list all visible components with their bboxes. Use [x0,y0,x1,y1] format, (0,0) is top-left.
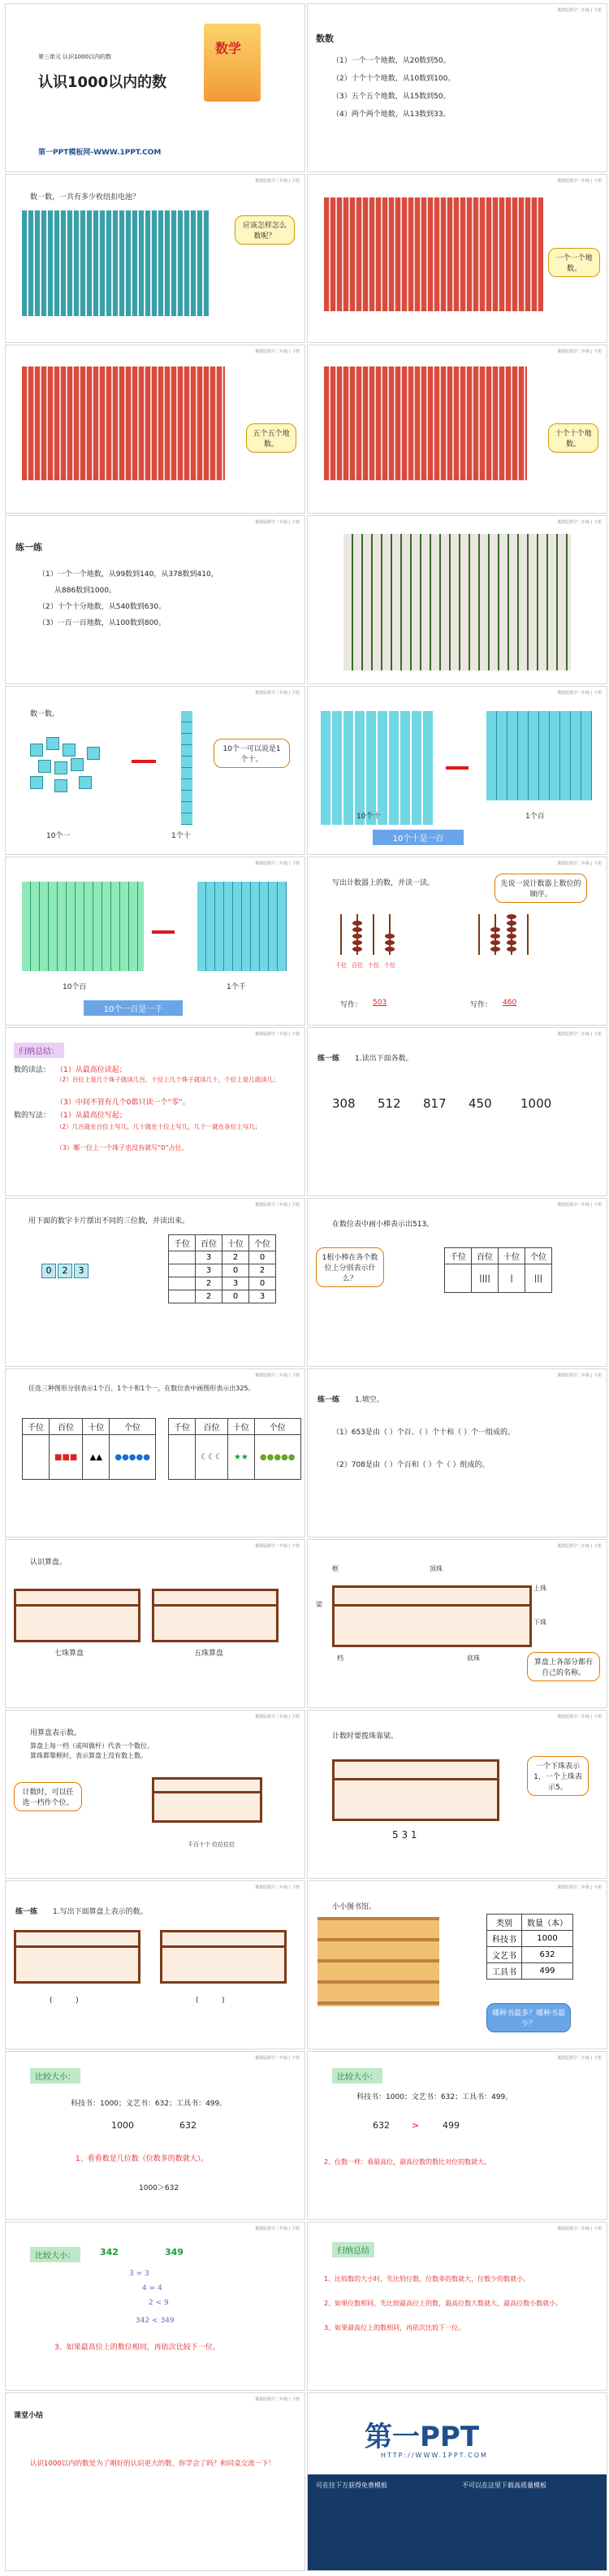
practice-heading: 练一练 [15,542,42,553]
label-upper-bead: 上珠 [533,1585,546,1592]
practice-abacus-2 [160,1930,287,1984]
end-right-title: 不可以在这里下载高质量模板 [462,2482,546,2489]
battery-grid [22,210,209,316]
write-rule-2: （2）几百就在百位上写几，几十就在十位上写几，几个一就在各位上写几； [56,1123,261,1130]
ones-title: 数一数。 [30,710,60,718]
answer-2: 460 [503,999,517,1007]
compare-result: 1000＞632 [139,2184,179,2192]
seven-bead-label: 七珠算盘 [54,1650,84,1658]
class-summary-text: 认识1000以内的数是为了刚好的认识更大的数，你学会了吗？和同桌交流一下！ [30,2460,276,2468]
digit-card[interactable]: 3 [74,1264,89,1278]
battery-grid-red [324,197,543,311]
abacus-digits: 5 3 1 [392,1829,417,1841]
count-line-3: （3）五个五个地数，从15数到50。 [332,93,451,101]
slide-abacus-531[interactable]: 冀教版数学二年级 | 下册 计数时要拨珠靠梁。 5 3 1 一个下珠表示1，一个上珠表示5。 [307,1710,607,1879]
slide-abacus-intro[interactable]: 冀教版数学二年级 | 下册 认识算盘。 七珠算盘 五珠算盘 [5,1539,305,1708]
battery-grid-ten [324,366,527,480]
write-label-2: 写作： [470,1001,493,1009]
library-title: 小小图书馆。 [332,1903,377,1911]
read-rule-2: （2）百位上是几个珠子就读几百，十位上几个珠子就读几十，个位上是几就读几； [56,1076,279,1083]
read-num-3: 817 [423,1096,447,1111]
slide-library[interactable]: 冀教版数学二年级 | 下册 小小图书馆。 类别 数量（本） 科技书 1000 文艺书 632 工具书 499 哪种书最多？哪种书最少？ [307,1880,607,2049]
sticks-bubble: 1根小棒在各个数位上分别表示什么？ [316,1247,384,1287]
hundreds-banner: 10个一百是一千 [84,1000,183,1016]
write-label: 数的写法： [14,1112,51,1120]
slide-cover[interactable] [5,3,305,172]
shapes-table-2: 千位 百位 十位 个位 ☾☾☾ ★★ ●●●●● [168,1418,301,1480]
represent-desc-2: 算珠都靠框时，表示算盘上没有数上数。 [30,1752,147,1759]
slide-compare-summary[interactable]: 冀教版数学二年级 | 下册 归纳总结 1、比较数的大小时，先比较位数，位数多的数就大，位数少的数就小。 2、如果位数相同，先比较最高位上的数，最高位数大数就大，最高位数小数就小。 3、如果最高位上的数相同，再依次比较下一位。 [307,2222,607,2391]
abacus-title: 认识算盘。 [30,1559,67,1567]
count-one-bubble: 一个一个地数。 [548,248,600,277]
label-bottom-bead: 底珠 [467,1654,480,1662]
slide-photo[interactable]: 冀教版数学二年级 | 下册 [307,515,607,684]
compare3-step-3: 2 < 9 [149,2299,169,2307]
slide-read-numbers[interactable]: 冀教版数学二年级 | 下册 练一练 1.读出下面各数。 308 512 817 450 1000 [307,1027,607,1196]
write-label-1: 写作： [340,1001,363,1009]
ones-label: 10个一 [46,832,71,840]
compare-line: 科技书：1000；文艺书：632；工具书：499。 [71,2100,227,2108]
cards-title: 用下面的数字卡片摆出不同的三位数，并读出来。 [28,1217,190,1225]
slide-sticks-513[interactable]: 冀教版数学二年级 | 下册 在数位表中画小棒表示出513。 1根小棒在各个数位上分别表示什么？ 千位 百位 十位 个位 |||| | ||| [307,1198,607,1367]
read-heading: 练一练 [317,1055,340,1063]
slide-summary-rules[interactable]: 冀教版数学二年级 | 下册 归纳总结： 数的读法： （1）从最高位读起； （2）百位上是几个珠子就读几百，十位上几个珠子就读几十，个位上是几就读几； （3）中间不管有几个0都只读一个“零”。 数的写法： （1）从最高位写起； （2）几百就在百位上写几，几十就在十位上写几，几个一就在各位上写几； （3）哪一位上一个珠子也没有就写“0”占位。 [5,1027,305,1196]
practice-line-1: （1）一个一个地数，从99数到140，从378数到410， [38,570,218,579]
sticks-title: 在数位表中画小棒表示出513。 [332,1221,434,1229]
digit-card[interactable]: 2 [58,1264,72,1278]
battery-grid-five [22,366,225,480]
answer-blank-2[interactable]: ( ) [196,1997,225,2005]
abacus-practice-heading: 练一练 [15,1908,38,1916]
ten-rod [181,711,192,825]
represent-desc-1: 算盘上每一档（或叫做杆）代表一个数位。 [30,1742,153,1750]
shapes-title: 任选三种图形分别表示1个百、1个十和1个一，在数位表中画图形表示出325。 [28,1385,255,1392]
five-bead-abacus [152,1589,279,1642]
abacus-practice-title: 1.写出下面算盘上表示的数。 [53,1908,148,1916]
practice-abacus-1 [14,1930,140,1984]
end-logo: 第一PPT [365,2421,480,2453]
read-num-2: 512 [378,1096,401,1111]
slide-tens-to-hundred[interactable]: 冀教版数学二年级 | 下册 10个十 1个百 10个十是一百 [307,686,607,855]
represent-abacus [152,1777,262,1823]
count-line-2: （2）十个十个地数，从10数到100。 [332,75,456,83]
summary2-tag: 归纳总结 [332,2242,374,2257]
slide-compare-high[interactable]: 冀教版数学二年级 | 下册 比较大小： 科技书：1000；文艺书：632；工具书：499。 632 > 499 2、位数一样：看最高位，最高位数的数比对位的数就大。 [307,2051,607,2220]
represent-bubble: 计数时，可以任选一档作个位。 [14,1782,82,1811]
compare3-num-2: 349 [165,2247,184,2257]
read-num-5: 1000 [520,1096,552,1111]
label-beam: 梁 [316,1601,322,1608]
abacus-531-bubble: 一个下珠表示1，一个上珠表示5。 [527,1756,589,1796]
compare-tag: 比较大小： [30,2068,80,2084]
slide-count-ten[interactable]: 冀教版数学二年级 | 下册 十个十个地数。 [307,345,607,514]
exercise-photo [343,534,571,670]
library-bubble: 哪种书最多？哪种书最少？ [486,2003,571,2032]
answer-1: 503 [373,999,387,1007]
label-top-bead: 顶珠 [430,1565,443,1572]
compare2-num-2: 499 [443,2120,460,2131]
bead-move-title: 计数时要拨珠靠梁。 [332,1733,399,1741]
read-label: 数的读法： [14,1066,51,1074]
label-rod: 档 [337,1654,343,1662]
label-frame: 框 [332,1565,339,1572]
tens-label: 10个十 [356,813,381,821]
fill-title: 1.填空。 [355,1396,384,1404]
hundreds-label: 10个百 [63,983,87,991]
write-rule-3: （3）哪一位上一个珠子也没有就写“0”占位。 [56,1144,188,1151]
place-one: 个位 [384,962,395,969]
summary2-item-2: 2、如果位数相同，先比较最高位上的数，最高位数大数就大，最高位数小数就小。 [324,2300,563,2307]
read-num-4: 450 [469,1096,492,1111]
end-footer [308,2474,607,2570]
right-arrow-icon [132,760,156,763]
place-value-table: 千位 百位 十位 个位 3 2 0 3 0 2 2 3 0 2 0 3 [168,1234,276,1303]
slide-abacus-parts[interactable]: 冀教版数学二年级 | 下册 框 顶珠 上珠 梁 下珠 档 底珠 算盘上各部分都有自己的名称。 [307,1539,607,1708]
compare2-num-1: 632 [373,2120,390,2131]
ten-rods [321,711,434,825]
battery-bubble: 应该怎样怎么数呢？ [235,215,295,245]
answer-blank-1[interactable]: ( ) [50,1997,79,2005]
slide-fill-blank[interactable]: 冀教版数学二年级 | 下册 练一练 1.填空。 （1）653是由（ ）个百、（ ）个十和（ ）个一组成的。 （2）708是由（ ）个百和（ ）个（ ）组成的。 [307,1368,607,1537]
abacus-parts-bubble: 算盘上各部分都有自己的名称。 [527,1652,600,1681]
bookshelf-image [317,1917,439,2006]
hundred-flats [22,882,144,971]
ones-bubble: 10个一可以说是1个十。 [214,739,290,768]
compare3-num-1: 342 [100,2247,119,2257]
compare2-gt: > [412,2120,420,2131]
slide-count-rules[interactable]: 冀教版数学二年级 | 下册 数数 （1）一个一个地数，从20数到50。 （2）十个十个地数，从10数到100。 （3）五个五个地数，从15数到50。 （4）两个两个地数，从13数到33。 [307,3,607,172]
compare2-line: 科技书：1000；文艺书：632；工具书：499。 [356,2093,513,2101]
tens-banner: 10个十是一百 [373,830,464,845]
five-bead-label: 五珠算盘 [194,1650,224,1658]
class-summary-heading: 课堂小结 [14,2412,44,2420]
right-arrow-icon [446,766,469,770]
compare3-tag: 比较大小： [30,2247,80,2262]
fill-heading: 练一练 [317,1396,340,1404]
represent-title: 用算盘表示数。 [30,1729,82,1737]
summary2-item-3: 3、如果最高位上的数相同，再依次比较下一位。 [324,2324,465,2331]
slide-digit-cards[interactable]: 冀教版数学二年级 | 下册 用下面的数字卡片摆出不同的三位数，并读出来。 0 2 3 千位 百位 十位 个位 3 2 0 3 0 2 2 3 0 2 0 3 [5,1198,305,1367]
fill-q1: （1）653是由（ ）个百、（ ）个十和（ ）个一组成的。 [332,1429,515,1437]
count-five-bubble: 五个五个地数。 [246,423,296,453]
summary-tag: 归纳总结： [14,1043,64,1058]
slide-battery-count[interactable]: 冀教版数学二年级 | 下册 数一数，一共有多少枚纽扣电池？ 应该怎样怎么数呢？ [5,174,305,343]
counter-title: 写出计数器上的数，并读一读。 [332,879,435,887]
cover-title: 认识1000以内的数 [38,74,167,91]
textbook-cover [204,24,261,102]
read-num-1: 308 [332,1096,356,1111]
hundred-label: 1个百 [525,813,545,821]
compare-num-2: 632 [179,2120,197,2131]
cover-site: 第一PPT模板网-WWW.1PPT.COM [38,149,162,157]
count-ten-bubble: 十个十个地数。 [548,423,598,453]
place-thousand: 千位 [335,962,347,969]
slide-ones-to-ten[interactable]: 冀教版数学二年级 | 下册 数一数。 10个一 1个十 10个一可以说是1个十。 [5,686,305,855]
compare-num-1: 1000 [111,2120,134,2131]
compare-tip: 1、看看数是几位数（位数多的数就大）。 [76,2155,209,2163]
count-heading: 数数 [316,33,334,44]
hundred-flat [486,711,592,800]
slide-compare-digits[interactable]: 冀教版数学二年级 | 下册 比较大小： 科技书：1000；文艺书：632；工具书：499。 1000 632 1、看看数是几位数（位数多的数就大）。 1000＞632 [5,2051,305,2220]
slide-hundreds-to-thousand[interactable]: 冀教版数学二年级 | 下册 10个百 1个千 10个一百是一千 [5,856,305,1026]
slide-abacus-practice[interactable]: 冀教版数学二年级 | 下册 练一练 1.写出下面算盘上表示的数。 ( ) ( ) [5,1880,305,2049]
place-hundred: 百位 [352,962,363,969]
digit-card[interactable]: 0 [41,1264,56,1278]
slide-counter[interactable]: 冀教版数学二年级 | 下册 写出计数器上的数，并读一读。 先说一说计数器上数位的顺序。 千位 百位 十位 个位 写作： 503 写作： 460 [307,856,607,1026]
practice-line-3: （2）十个十分地数，从540数到630。 [38,603,166,611]
fill-q2: （2）708是由（ ）个百和（ ）个（ ）组成的。 [332,1461,490,1469]
summary2-item-1: 1、比较数的大小时，先比较位数，位数多的数就大，位数少的数就小。 [324,2275,530,2283]
thousand-cube [197,882,287,971]
slide-practice-count[interactable]: 冀教版数学二年级 | 下册 练一练 （1）一个一个地数，从99数到140，从378数到410， 从886数到1000。 （2）十个十分地数，从540数到630。 （3）一百一百地数，从100数到800。 [5,515,305,684]
practice-line-4: （3）一百一百地数，从100数到800。 [38,619,166,627]
abacus-531 [332,1759,499,1821]
count-line-1: （1）一个一个地数，从20数到50。 [332,57,451,65]
right-arrow-icon [152,930,175,934]
end-left-title: 可在往下方获得免费模板 [316,2482,387,2489]
thousand-label: 1个千 [227,983,246,991]
battery-title: 数一数，一共有多少枚纽扣电池？ [30,193,140,202]
end-url[interactable]: HTTP://WWW.1PPT.COM [381,2452,488,2459]
read-rule-3: （3）中间不管有几个0都只读一个“零”。 [56,1099,190,1107]
compare3-step-2: 4 = 4 [142,2284,162,2292]
labeled-abacus [332,1585,532,1647]
slide-class-summary[interactable]: 冀教版数学二年级 | 下册 课堂小结 认识1000以内的数是为了刚好的认识更大的数，你学会了吗？和同桌交流一下！ [5,2392,305,2571]
book-title: 数学 [215,41,242,56]
label-lower-bead: 下珠 [533,1619,546,1626]
write-rule-1: （1）从最高位写起； [56,1112,127,1120]
counter-bubble: 先说一说计数器上数位的顺序。 [495,874,587,903]
library-table: 类别 数量（本） 科技书 1000 文艺书 632 工具书 499 [486,1914,573,1980]
compare3-tip: 3、如果最高位上的数位相同，再依次比较下一位。 [54,2344,220,2352]
compare2-tip: 2、位数一样：看最高位，最高位数的数比对位的数就大。 [324,2158,491,2166]
place-ten: 十位 [368,962,379,969]
compare2-tag: 比较大小： [332,2068,382,2084]
sticks-table: 千位 百位 十位 个位 |||| | ||| [444,1247,552,1293]
represent-places: 千百十个 位位位位 [188,1841,235,1848]
ten-label: 1个十 [171,832,191,840]
cover-subtitle: 第三单元 认识1000以内的数 [38,54,112,60]
slide-count-one[interactable]: 冀教版数学二年级 | 下册 一个一个地数。 [307,174,607,343]
seven-bead-abacus [14,1589,140,1642]
read-rule-1: （1）从最高位读起； [56,1066,127,1074]
practice-line-2: 从886数到1000。 [54,587,117,595]
slide-end-ad[interactable] [307,2392,607,2571]
slide-count-five[interactable]: 冀教版数学二年级 | 下册 五个五个地数。 [5,345,305,514]
shapes-table-1: 千位 百位 十位 个位 ■■■ ▲▲ ●●●●● [22,1418,156,1480]
compare3-step-1: 3 = 3 [129,2270,149,2278]
count-line-4: （4）两个两个地数，从13数到33。 [332,111,451,119]
slide-abacus-represent[interactable]: 冀教版数学二年级 | 下册 用算盘表示数。 算盘上每一档（或叫做杆）代表一个数位。 算珠都靠框时，表示算盘上没有数上数。 计数时，可以任选一档作个位。 千百十个 位位位位 [5,1710,305,1879]
slide-compare-next[interactable]: 冀教版数学二年级 | 下册 比较大小： 342 349 3 = 3 4 = 4 2 < 9 342 < 349 3、如果最高位上的数位相同，再依次比较下一位。 [5,2222,305,2391]
slide-shapes-325[interactable]: 冀教版数学二年级 | 下册 任选三种图形分别表示1个百、1个十和1个一，在数位表中画图形表示出325。 千位 百位 十位 个位 ■■■ ▲▲ ●●●●● 千位 百位 十位 个位 ☾☾☾ ★★ ●●●●● [5,1368,305,1537]
compare3-result: 342 < 349 [136,2317,175,2325]
read-title: 1.读出下面各数。 [355,1055,413,1063]
